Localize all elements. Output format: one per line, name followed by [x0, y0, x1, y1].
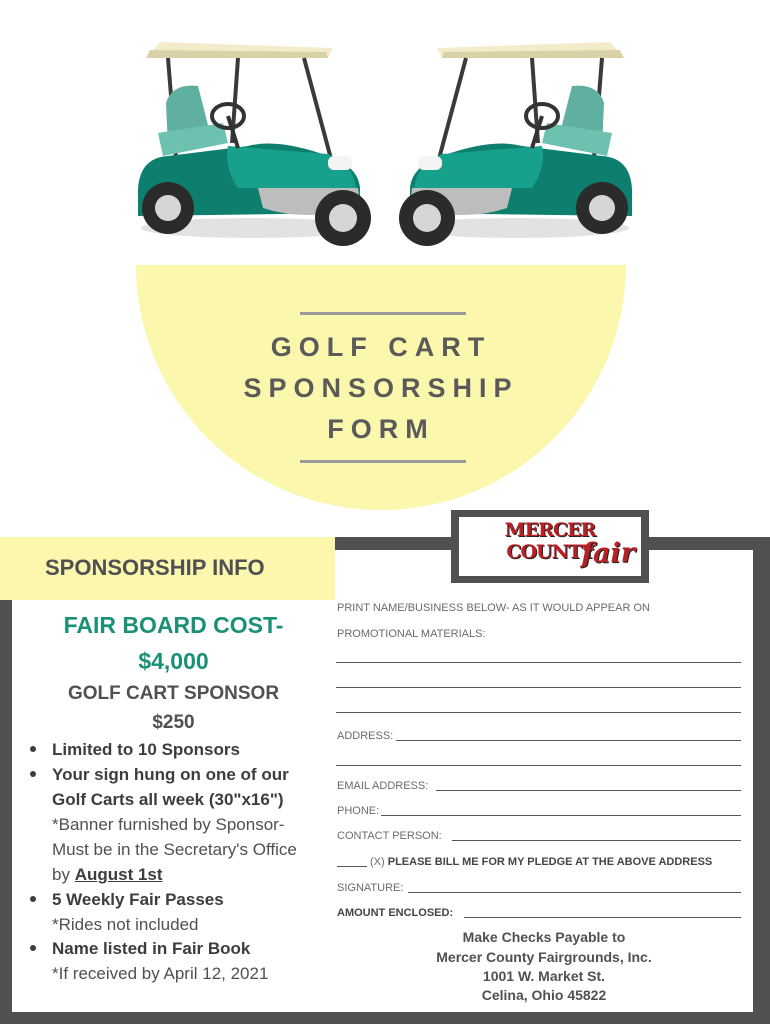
sponsor-price: $250	[152, 712, 195, 733]
print-name-field-1[interactable]	[336, 662, 741, 663]
payment-line-2: Mercer County Fairgrounds, Inc.	[436, 949, 652, 965]
print-name-instructions-2: PROMOTIONAL MATERIALS:	[337, 628, 486, 640]
bullet-icon	[30, 746, 36, 752]
bill-me-label: (X) PLEASE BILL ME FOR MY PLEDGE AT THE ABOVE ADDRESS	[370, 856, 713, 868]
benefit-sign: Your sign hung on one of our Golf Carts all week (30"x16") *Banner furnished by Sponsor- Must be in the Secretary's Office by August 1st	[52, 765, 297, 884]
title-rule-top	[300, 312, 466, 315]
print-name-instructions-1: PRINT NAME/BUSINESS BELOW- AS IT WOULD APPEAR ON	[337, 602, 650, 614]
sponsor-label: GOLF CART SPONSOR	[67, 683, 280, 704]
print-name-field-2[interactable]	[336, 687, 741, 688]
print-name-field-3[interactable]	[336, 712, 741, 713]
amount-field[interactable]	[464, 917, 741, 918]
bullet-icon	[30, 945, 36, 951]
benefit-fairbook: Name listed in Fair Book *If received by April 12, 2021	[52, 939, 269, 983]
title-rule-bottom	[300, 460, 466, 463]
address-field-2[interactable]	[336, 765, 741, 766]
logo-text-top: MERCER COUNTY	[504, 519, 596, 563]
fair-board-cost-label: FAIR BOARD COST-	[63, 612, 284, 638]
amount-label: AMOUNT ENCLOSED:	[337, 907, 454, 919]
bill-me-checkbox[interactable]	[337, 866, 367, 867]
bullet-icon	[30, 771, 36, 777]
email-label: EMAIL ADDRESS:	[337, 780, 429, 792]
benefit-limited: Limited to 10 Sponsors	[52, 740, 240, 759]
benefit-passes: 5 Weekly Fair Passes *Rides not included	[52, 890, 224, 934]
payment-line-4: Celina, Ohio 45822	[481, 987, 607, 1003]
payment-line-1: Make Checks Payable to	[462, 929, 626, 945]
phone-field[interactable]	[381, 815, 741, 816]
address-label: ADDRESS:	[337, 730, 394, 742]
signature-label: SIGNATURE:	[337, 882, 404, 894]
info-heading: SPONSORSHIP INFO	[45, 555, 265, 580]
title-line-3: FORM	[327, 414, 435, 444]
email-field[interactable]	[436, 790, 741, 791]
bullet-icon	[30, 896, 36, 902]
phone-label: PHONE:	[337, 805, 380, 817]
golf-cart-left-icon	[128, 38, 378, 263]
signature-field[interactable]	[408, 892, 741, 893]
golf-cart-right-icon	[392, 38, 642, 263]
contact-field[interactable]	[452, 840, 741, 841]
title-line-2: SPONSORSHIP	[243, 373, 519, 403]
title-line-1: GOLF CART	[270, 332, 492, 362]
address-field-1[interactable]	[396, 740, 741, 741]
logo-text-bottom: fair	[581, 538, 635, 569]
contact-label: CONTACT PERSON:	[337, 830, 442, 842]
payment-line-3: 1001 W. Market St.	[482, 968, 606, 984]
fair-board-cost-value: $4,000	[138, 648, 209, 674]
